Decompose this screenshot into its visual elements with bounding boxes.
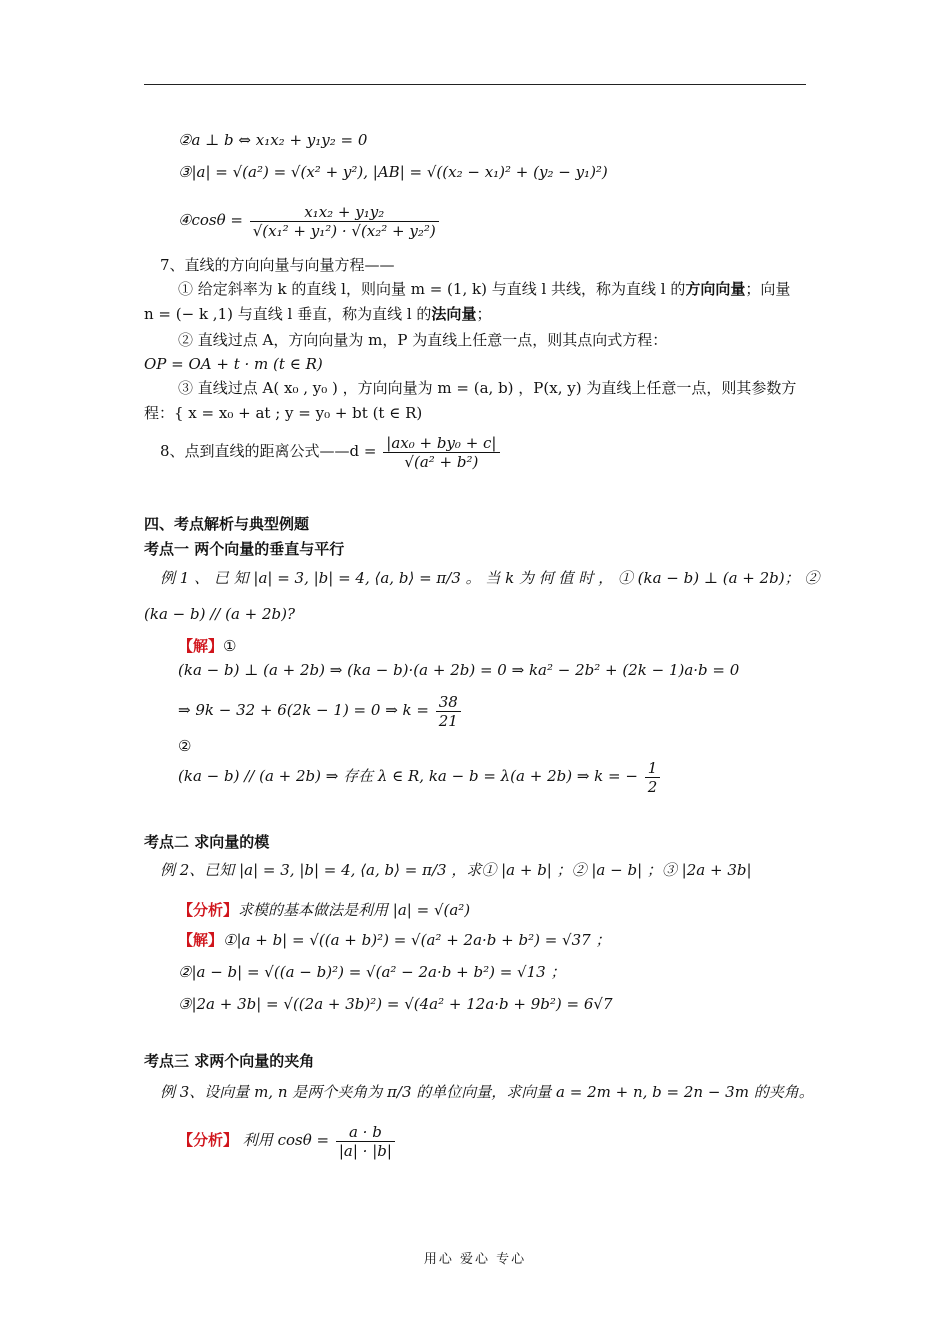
section-7-title: 7、直线的方向向量与向量方程—— <box>160 256 395 274</box>
s7-parametric-eq: 程：{ x = x₀ + at ; y = y₀ + bt (t ∈ R) <box>144 404 423 422</box>
solution-2-step2: ②|a − b| = √((a − b)²) = √(a² − 2a·b + b²) = √13 ； <box>178 963 566 981</box>
topic-2-heading: 考点二 求向量的模 <box>144 833 270 851</box>
formula-magnitude: ③|a| = √(a²) = √(x² + y²), |AB| = √((x₂ − x₁)² + (y₂ − y₁)²) <box>178 163 608 181</box>
example-3: 例 3、设向量 m, n 是两个夹角为 π/3 的单位向量，求向量 a = 2m + n, b = 2n − 3m 的夹角。 <box>160 1083 814 1101</box>
s7-point-direction-eq: OP = OA + t · m (t ∈ R) <box>144 355 323 373</box>
analysis-2: 【分析】求模的基本做法是利用 |a| = √(a²) <box>178 901 471 919</box>
page-footer: 用心 爱心 专心 <box>423 1252 527 1267</box>
s7-direction-vector: ① 给定斜率为 k 的直线 l，则向量 m = (1, k) 与直线 l 共线，称为直线 l 的方向向量；向量 <box>178 280 791 298</box>
analysis-3: 【分析】 利用 cosθ = $\frac{a \cdot b}{|a| \cdot |b|}$ <box>178 1118 842 1162</box>
formula-perpendicular: ②a ⊥ b ⇔ x₁x₂ + y₁y₂ = 0 <box>178 131 368 149</box>
section-heading-4: 四、考点解析与典型例题 <box>144 515 310 533</box>
s7-point-direction: ② 直线过点 A，方向向量为 m，P 为直线上任意一点，则其点向式方程： <box>178 331 668 349</box>
example-2: 例 2、已知 |a| = 3, |b| = 4, ⟨a, b⟩ = π/3 ，求① |a + b| ；② |a − b| ；③ |2a + 3b| <box>160 861 752 879</box>
example-1-part2: (ka − b) // (a + 2b)? <box>144 605 296 623</box>
header-rule <box>144 84 806 85</box>
solution-2-step3: ③|2a + 3b| = √((2a + 3b)²) = √(4a² + 12a·b + 9b²) = 6√7 <box>178 995 613 1013</box>
solution-1-label: 【解】① <box>178 637 237 655</box>
solution-2-step1: 【解】①|a + b| = √((a + b)²) = √(a² + 2a·b + b²) = √37 ； <box>178 931 611 949</box>
example-1: 例 1 、 已 知 |a| = 3, |b| = 4, ⟨a, b⟩ = π/3 。 当 k 为 何 值 时 ， ① (ka − b) ⊥ (a + 2b)； ② <box>160 569 820 587</box>
section-8-distance: 8、点到直线的距离公式——d = $\frac{\text{|ax₀ + by₀ + c|}}{\text{√(a² + b²)}}$ <box>160 428 824 474</box>
solution-1-step2: ⇒ 9k − 32 + 6(2k − 1) = 0 ⇒ k = $\frac{38}{21}$ <box>178 690 842 730</box>
s7-parametric: ③ 直线过点 A( x₀ , y₀ ) ，方向向量为 m = (a, b) ，P(x, y) 为直线上任意一点，则其参数方 <box>178 379 797 397</box>
topic-3-heading: 考点三 求两个向量的夹角 <box>144 1052 315 1070</box>
topic-1-heading: 考点一 两个向量的垂直与平行 <box>144 540 345 558</box>
solution-1-part2-label: ② <box>178 737 192 755</box>
s7-normal-vector: n = (− k ,1) 与直线 l 垂直，称为直线 l 的法向量； <box>144 305 492 323</box>
solution-1-step1: (ka − b) ⊥ (a + 2b) ⇒ (ka − b)·(a + 2b) = 0 ⇒ ka² − 2b² + (2k − 1)a·b = 0 <box>178 661 740 679</box>
formula-cosine: ④cosθ = $\frac{\text{x₁x₂ + y₁y₂}}{\text{√(x₁² + y₁²) · √(x₂² + y₂²)}}$ <box>178 198 842 242</box>
solution-1-part2: (ka − b) // (a + 2b) ⇒ 存在 λ ∈ R, ka − b = λ(a + 2b) ⇒ k = − $\frac{1}{2}$ <box>178 756 842 796</box>
